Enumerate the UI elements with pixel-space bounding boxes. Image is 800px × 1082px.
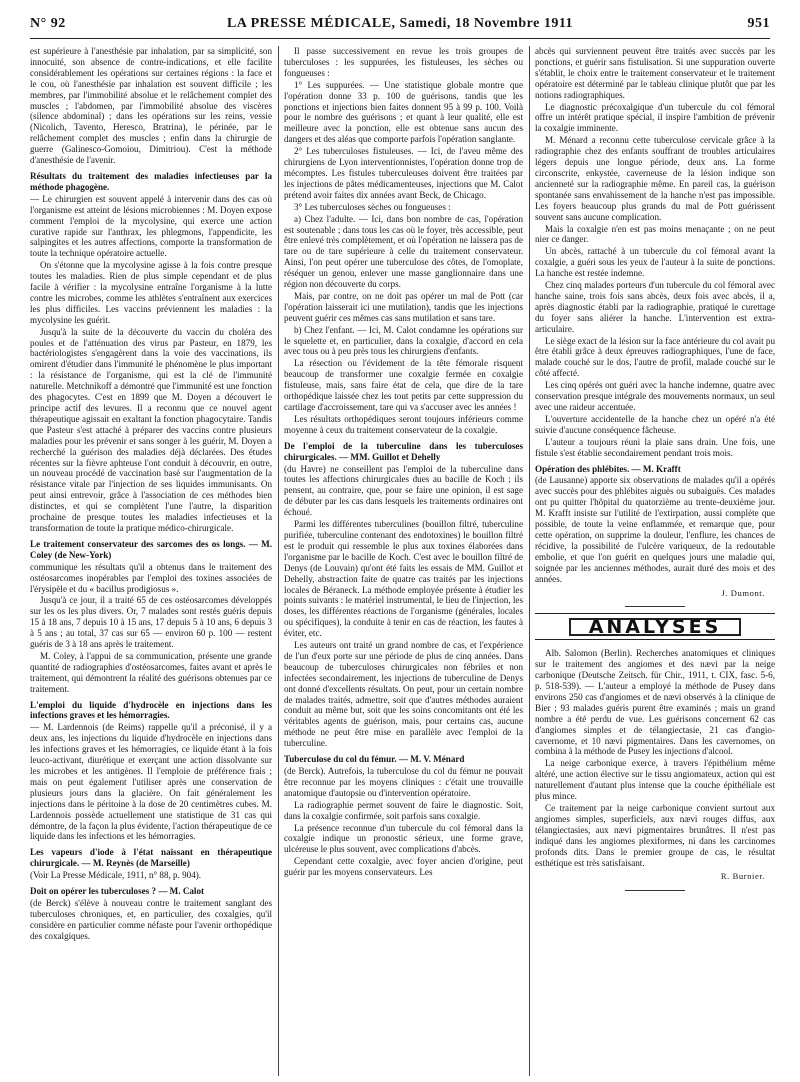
paragraph: b) Chez l'enfant. — Ici, M. Calot condamne les opérations sur le squelette et, en particulier, dans la coxalgie, d'accord en cela avec tous ou à peu près tous les chirurgiens d'enfants.	[284, 324, 523, 357]
paragraph: La neige carbonique exerce, à travers l'épithélium même altéré, une action élective sur le tissu angiomateux, action qui est naturellement d'autant plus intense que la couche épithéliale est plus mince.	[535, 758, 775, 802]
column-right	[535, 46, 775, 1076]
paragraph: Alb. Salomon (Berlin). Recherches anatomiques et cliniques sur le traitement des angiomes et des nævi par la neige carbonique (Deutsche Zeitsch. für Chir., 1911, t. CIX, fasc. 5-6, p. 518-539). — L'auteur a employé la méthode de Pusey dans environs 250 cas d'angiomes et de nævi observés à la clinique de Bier ; 93 malades guéris purent être examinés ; mais un grand nombre a été perdu de vue. Les guérisons concernent 62 cas d'angiomes simples et de télangiectasie, 21 cas d'angio-cavernome, et 10 nævi pigmentaires. Dans les cavernomes, on combina à la méthode de Pusey les injections d'alcool.	[535, 648, 775, 757]
column-left	[30, 46, 272, 1076]
article-heading: Résultats du traitement des maladies infectieuses par la méthode phagogène.	[30, 170, 272, 192]
paragraph: 1° Les suppurées. — Une statistique globale montre que l'opération donne 33 p. 100 de guérisons, tandis que les ponctions et injections bien faites donnent 95 à 99 p. 100. Voilà pour le nombre des guérisons ; et quant à leur qualité, elle est meilleure avec la ponction, elle est obtenue sans aucun des dangers et des aléas que comporte parfois l'opération sanglante.	[284, 79, 523, 145]
article-heading: De l'emploi de la tuberculine dans les tuberculoses chirurgicales. — MM. Guillot et Dehelly	[284, 440, 523, 462]
paragraph: Mais, par contre, on ne doit pas opérer un mal de Pott (car l'opération laisserait ici une mutilation), tandis que les injections peuvent guérir ces mêmes cas sans mutilation et sans tare.	[284, 290, 523, 323]
paragraph: M. Coley, à l'appui de sa communication, présente une grande quantité de radiographies d'ostéosarcomes, faites avant et après le traitement, qui démontrent la réalité des guérisons obtenues par ce traitement.	[30, 650, 272, 694]
paragraph: La radiographie permet souvent de faire le diagnostic. Soit, dans la coxalgie confirmée, soit parfois sans coxalgie.	[284, 799, 523, 821]
paragraph: 2° Les tuberculoses fistuleuses. — Ici, de l'aveu même des chirurgiens de Lyon interventionnistes, l'opération donne trop de mécomptes. Les fistules tuberculeuses doivent être traitées par les injections de pâtes médicamenteuses, injections que M. Calot prétend avoir faites dix années avant Beck, de Chicago.	[284, 146, 523, 200]
paragraph: Le siège exact de la lésion sur la face antérieure du col avait pu être établi grâce à deux épreuves radiographiques, l'une de face, malade couché sur le dos, l'autre de profil, malade couché sur le côté affecté.	[535, 335, 775, 379]
paragraph: Jusqu'à la suite de la découverte du vaccin du choléra des poules et de l'atténuation des virus par Pasteur, en 1879, les bactériologistes s'engagèrent dans la voie des vaccinations, ils omirent d'étudier dans l'immunité le phénomène le plus important : la résistance de l'organisme, qui est la clé de l'immunité naturelle. Metchnikoff a démontré que l'immunité est une fonction des phagocytes. C'est en 1899 que M. Doyen a découvert le principe actif des levures. Il a reconnu que ce nouvel agent thérapeutique agissait en exaltant la fonction phagocytaire. Tandis que Pasteur s'est attaché à préparer des vaccins contre plusieurs maladies pour les prévenir et sans songer à les guérir, M. Doyen a recherché la guérison des maladies déjà déclarées. Des études récentes sur la fièvre aphteuse l'ont conduit à découvrir, en outre, un nouveau procédé de vaccination basé sur l'augmentation de la résistance vitale par l'injection de ses liquides immunisants. On peut ainsi entrevoir, grâce à l'association de ces méthodes bien distinctes, et qui se complètent l'une l'autre, la disparition prochaine de presque toutes les maladies infectieuses et la transformation de toute la pratique médico-chirurgicale.	[30, 326, 272, 533]
paragraph: Les cinq opérés ont guéri avec la hanche indemne, quatre avec conservation presque intégrale des mouvements normaux, un seul avec une raideur accentuée.	[535, 380, 775, 412]
journal-title: LA PRESSE MÉDICALE, Samedi, 18 Novembre 1911	[226, 16, 574, 31]
paragraph: (du Havre) ne conseillent pas l'emploi de la tuberculine dans toutes les affections chirurgicales dues au bacille de Koch ; ils pensent, au contraire, que, pour se faire une opinion, il est sage de débuter par les cas dans lesquels les traitements ordinaires ont échoué.	[284, 463, 523, 518]
paragraph: La résection ou l'évidement de la tête fémorale risquent beaucoup de transformer une coxalgie fermée en coxalgie fistuleuse, mais, sans faire état de cela, que dire de la tare orthopédique laissée chez les tout petits par cette suppression du cartilage d'accroissement, tare qui va s'accuser avec les années !	[284, 358, 523, 412]
paragraph: 3° Les tuberculoses sèches ou fongueuses :	[294, 201, 451, 212]
paragraph: M. Ménard a reconnu cette tuberculose cervicale grâce à la radiographie chez des enfants souffrant de troubles articulaires légers depuis une longue période, deux ans. La forme circonscrite, enkystée, caverneuse de la lésion indique son ancienneté sur la radiographie même. En pareil cas, la guérison spontanée sans envahissement de la hanche n'est pas impossible. Les foyers beaucoup plus grands du mal de Pott guérissent souvent sans aucune complication.	[535, 135, 775, 222]
paragraph: — M. Lardennois (de Reims) rappelle qu'il a préconisé, il y a deux ans, les injections du liquide d'hydrocèle en injections dans les infections graves et les hémorragies, ce liquide étant à la fois leuco-activant, diurétique et exerçant une action dissolvante sur les microbes et les antigènes. Il l'emploie de préférence frais ; mais on peut également l'utiliser après une conservation de plusieurs jours dans la glacière. On fait généralement les injections dans le péritoine à la dose de 20 centimètres cubes. M. Lardennois possède actuellement une statistique de 31 cas qui démontre, de la façon la plus évidente, l'action thérapeutique de ce liquide dans les infections et les hémorragies.	[30, 722, 272, 842]
column-middle	[284, 46, 523, 1076]
page-header	[30, 16, 770, 38]
paragraph: (de Berck). Autrefois, la tuberculose du col du fémur ne pouvait être reconnue par les moyens cliniques : c'était une trouvaille anatomique d'autopsie ou d'intervention opératoire.	[284, 766, 523, 798]
header-rule	[30, 38, 770, 39]
section-banner	[535, 613, 775, 640]
paragraph: Cependant cette coxalgie, avec foyer ancien d'origine, peut guérir par les moyens conservateurs. Les	[284, 856, 523, 878]
paragraph: (de Lausanne) apporte six observations de malades qu'il a opérés avec succès pour des phlébites aiguës ou subaiguës. Ces malades ont pu quitter l'hôpital du quatorzième au trente-deuxième jour. M. Krafft insiste sur l'utilité de l'extirpation, aussi complète que possible, de toute la veine enflammée, et remarque que, pour cette opération, on supprime la douleur, l'enflure, les chances de récidive, la possibilité de l'ulcère variqueux, de la redoutable embolie, et que l'on guérit en quelques jours une maladie qui, soignée par les anciennes méthodes, aurait duré des mois et des années.	[535, 475, 775, 584]
article-heading: Opération des phlébites. — M. Krafft	[535, 463, 681, 474]
paragraph: On s'étonne que la mycolysine agisse à la fois contre presque toutes les maladies. Rien de plus simple cependant et de plus facile à vérifier : la mycolysine entraîne l'organisme à la lutte contre les microbes, comme les athlètes s'entraînent aux exercices les plus difficiles. Les vaccins préviennent les maladies : la mycolysine les guérit.	[30, 260, 272, 325]
paragraph: L'ouverture accidentelle de la hanche chez un opéré n'a été suivie d'aucune conséquence fâcheuse.	[535, 413, 775, 435]
paragraph: Parmi les différentes tuberculines (bouillon filtré, tuberculine purifiée, tuberculine contenant des endotoxines) le bouillon filtré est le produit qui ressemble le plus aux toxines élaborées dans l'organisme par le bacille de Koch. C'est avec le bouillon filtré de Denys (de Louvain) qu'ont été faits les essais de MM. Guillot et Dehelly, abstraction faite de quatre cas traités par les injections locales de Béraneck. La méthode employée présente à étudier les points suivants : le matériel instrumental, le lieu de l'injection, les doses, les différentes réactions de l'organisme (générales, locales ou spécifiques), la conduite à tenir en cas de réaction, les fautes à éviter, etc.	[284, 519, 523, 639]
column-divider	[529, 46, 530, 1076]
paragraph: est supérieure à l'anesthésie par inhalation, par sa simplicité, son innocuité, son absence de contre-indications, et elle facilite considérablement les opérations sur certaines régions : la face et le cou, où l'anesthésie par inhalation est souvent difficile ; les membres, par l'immobilité absolue et le relâchement complet des muscles ; l'abdomen, par l'immobilité absolue des viscères (silence abdominal) ; dans les opérations sur les reins, vessie (Nicolich, Tavento, Heresco, Bratrina), le périnée, par le relâchement complet des muscles ; enfin dans la chirurgie de guerre (Galinesco-Gomoiou, Dimitriou). C'est la méthode d'anesthésie de l'avenir.	[30, 46, 272, 166]
article-heading: L'emploi du liquide d'hydrocèle en injections dans les infections graves et les hémorragies.	[30, 699, 272, 721]
paragraph: Un abcès, rattaché à un tubercule du col fémoral avant la coxalgie, a guéri sous les yeux de l'auteur à la suite de ponctions. La hanche est restée indemne.	[535, 246, 775, 279]
article-heading: Doit on opérer les tuberculoses ? — M. Calot	[30, 886, 205, 897]
paragraph: Il passe successivement en revue les trois groupes de tuberculoses : les suppurées, les fistuleuses, les sèches ou fongueuses :	[284, 46, 523, 78]
author-signature: J. Dumont.	[721, 587, 765, 598]
author-signature: R. Burnier.	[720, 871, 765, 882]
paragraph: Le diagnostic précoxalgique d'un tubercule du col fémoral offre un intérêt pratique spécial, il inspire l'ambition de prévenir la coxalgie imminente.	[535, 101, 775, 134]
paragraph: La présence reconnue d'un tubercule du col fémoral dans la coxalgie indique un pronostic sérieux, une forme grave, ulcéreuse le plus souvent, avec complications d'abcès.	[284, 822, 523, 855]
section-title: ANALYSES	[569, 618, 742, 636]
paragraph: Jusqu'à ce jour, il a traité 65 de ces ostéosarcomes développés sur les os les plus divers. Or, 7 malades sont restés guéris depuis 15 à 18 ans, 7 depuis 10 à 15 ans, 17 depuis 5 à 10 ans, 6 depuis 3 à 5 ans ; au total, 37 cas sur 65 — environ 60 p. 100 — restent guéris de 3 à 18 ans après le traitement.	[30, 595, 272, 650]
paragraph: L'auteur a toujours réuni la plaie sans drain. Une fois, une fistule s'est établie secondairement pendant trois mois.	[535, 436, 775, 458]
article-heading: Tuberculose du col du fémur. — M. V. Ménard	[284, 754, 465, 765]
paragraph: (de Berck) s'élève à nouveau contre le traitement sanglant des tuberculoses chroniques, et, en particulier, des coxalgies, qu'il considère en particulier comme néfaste pour l'avenir orthopédique des coxalgiques.	[30, 897, 272, 941]
article-heading: Le traitement conservateur des sarcomes des os longs. — M. Coley (de New-York)	[30, 538, 272, 560]
issue-number: N° 92	[30, 16, 66, 31]
column-divider	[278, 46, 279, 1076]
article-heading: Les vapeurs d'iode à l'état naissant en thérapeutique chirurgicale. — M. Reynès (de Marseille)	[30, 847, 272, 869]
paragraph: communique les résultats qu'il a obtenus dans le traitement des ostéosarcomes inopérables par l'emploi des toxines associées de l'érysipèle et du « bacillus prodigiosus ».	[30, 561, 272, 594]
paragraph: Ce traitement par la neige carbonique convient surtout aux angiomes simples, superficiels, aux nævi rouges diffus, aux télangiectasies, aux nævi pigmentaires brunâtres. Il n'est pas indiqué dans les angiomes plexiformes, ni dans les carcinomes profonds dits. Dans le premier groupe de cas, le résultat esthétique est très satisfaisant.	[535, 803, 775, 868]
paragraph: — Le chirurgien est souvent appelé à intervenir dans des cas où l'organisme est atteint de lésions microbiennes : M. Doyen expose comment l'emploi de la mycolysine, qui exerce une action curative rapide sur l'anthrax, les phlegmons, l'appendicite, les salpingites et les autres affections, comporte la transformation de toute la technique opératoire actuelle.	[30, 193, 272, 259]
paragraph: a) Chez l'adulte. — Ici, dans bon nombre de cas, l'opération est soutenable ; dans tous les cas où le foyer, très accessible, peut être enlevé très complètement, et où l'opération ne laissera pas de tare ou de tare supérieure à celle du traitement conservateur. Ainsi, l'on peut opérer une tuberculose des côtes, de l'omoplate, réséquer un genou, enlever une masse ganglionnaire dans une région non découverte du corps.	[284, 213, 523, 290]
paragraph: Les auteurs ont traité un grand nombre de cas, et l'expérience de l'un d'eux porte sur une période de plus de cinq années. Dans beaucoup de tuberculoses chirurgicales non fébriles et non infectées secondairement, les injections de tuberculine de Denys ont donné d'excellents résultats. On peut, pour un certain nombre de malades traités, admettre, soit que d'autres méthodes auraient conduit au même but, soit que les soins concomitants ont été les véritables agents de guérison, mais, pour certains cas, aucune méthode ne peut être mise en parallèle avec l'emploi de la tuberculine.	[284, 640, 523, 749]
paragraph: Mais la coxalgie n'en est pas moins menaçante ; on ne peut nier ce danger.	[535, 223, 775, 245]
section-rule	[625, 890, 685, 891]
paragraph: Chez cinq malades porteurs d'un tubercule du col fémoral avec hanche saine, trois fois sans abcès, deux fois avec abcès, il a, après diagnostic établi par la radiographie, pratiqué le curettage du foyer sans aliérer la hanche. L'intervention est extra-articulaire.	[535, 280, 775, 334]
section-rule	[625, 606, 685, 607]
paragraph: Les résultats orthopédiques seront toujours inférieurs comme moyenne à ceux du traitement conservateur de la coxalgie.	[284, 413, 523, 435]
paragraph: (Voir La Presse Médicale, 1911, n° 88, p. 904).	[30, 870, 202, 881]
paragraph: abcès qui surviennent peuvent être traités avec succès par les ponctions, et guérir sans fistulisation. Si une suppuration ouverte s'établit, le choix entre le traitement conservateur et le traitement opératoire est déterminé par le tableau clinique plutôt que par les notions radiographiques.	[535, 46, 775, 100]
page-number: 951	[747, 16, 770, 31]
